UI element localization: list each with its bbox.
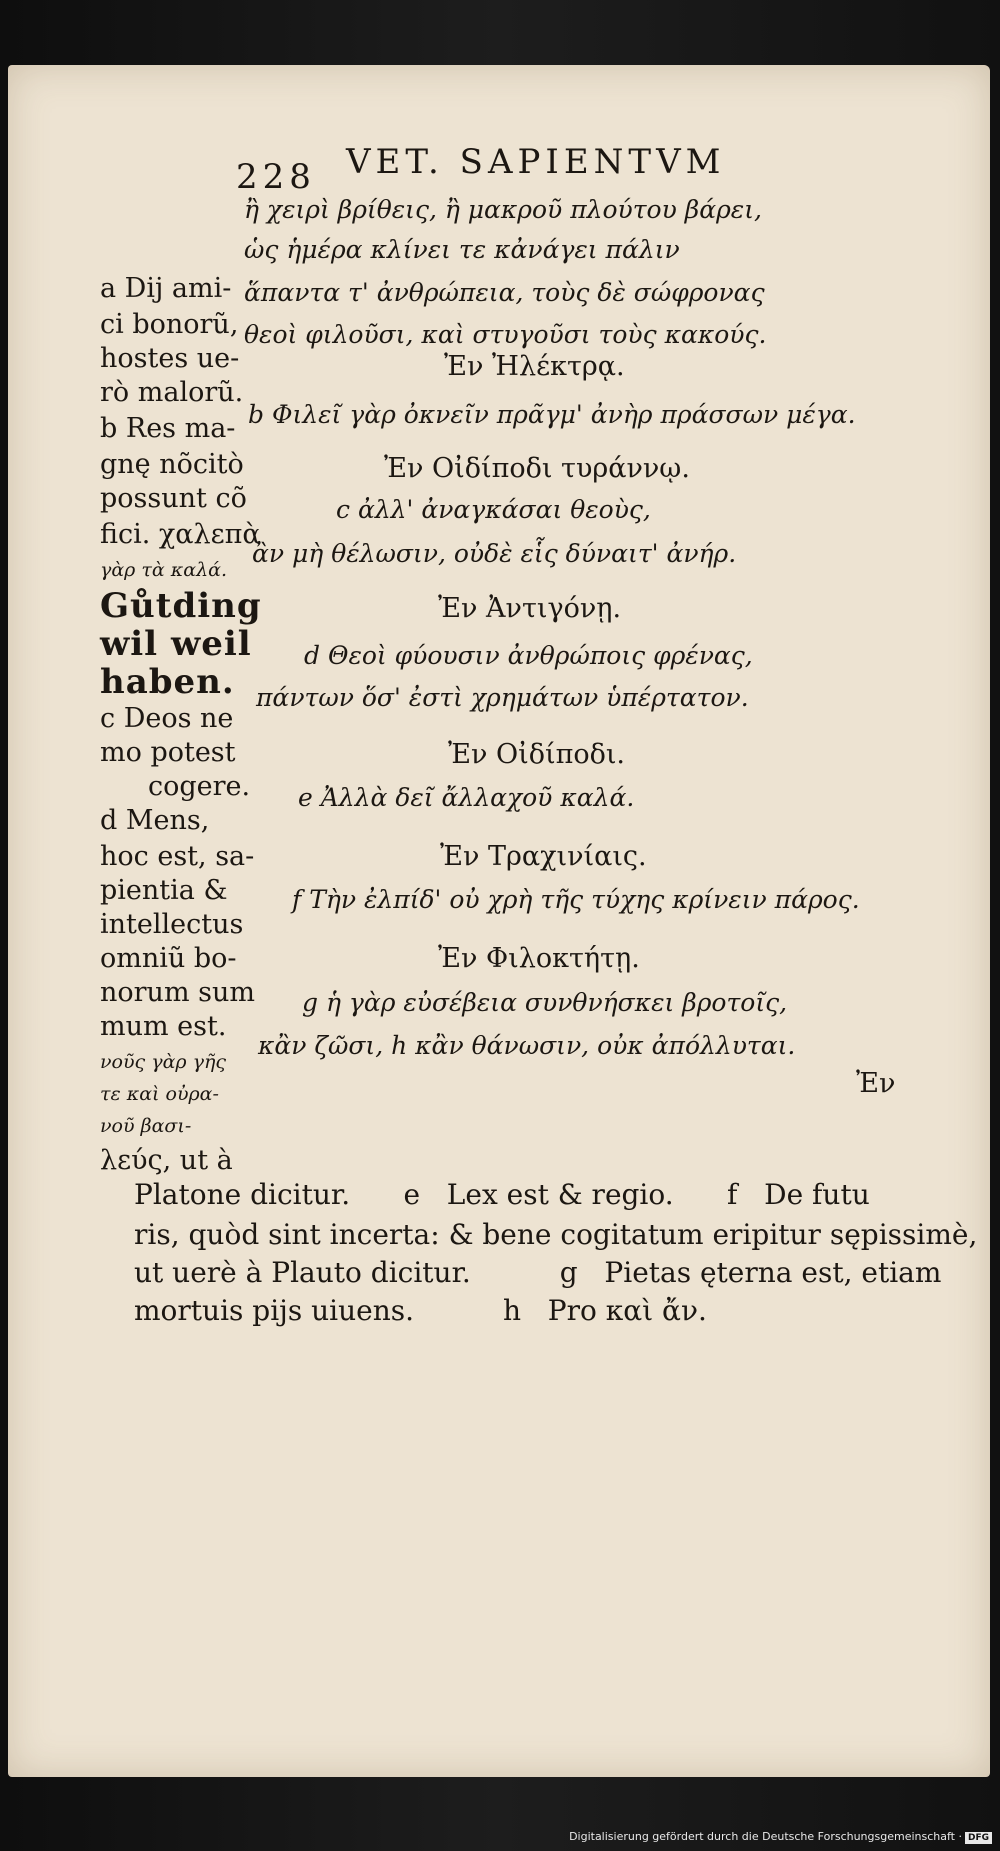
catchword: Ἐν	[856, 1068, 896, 1099]
text-line: g ἡ γὰρ εὐσέβεια συνθνήσκει βροτοῖς,	[302, 988, 788, 1017]
margin-line-german: haben.	[100, 662, 235, 702]
margin-line: cogere.	[148, 771, 251, 802]
margin-line: d Mens,	[100, 805, 210, 836]
text-line: πάντων ὅσ' ἐστὶ χρημάτων ὑπέρτατον.	[256, 683, 749, 712]
margin-line: intellectus	[100, 909, 244, 940]
text-line: ἅπαντα τ' ἀνθρώπεια, τοὺς δὲ σώφρονας	[244, 278, 765, 307]
dfg-logo: DFG	[965, 1832, 992, 1844]
section-heading: Ἐν Ἀντιγόνῃ.	[438, 593, 622, 624]
text-line: ὡς ἡμέρα κλίνει τε κἀνάγει πάλιν	[244, 235, 680, 264]
margin-line: norum sum	[100, 977, 255, 1008]
margin-line: fici. χαλεπὰ	[100, 519, 261, 550]
text-line: c ἀλλ' ἀναγκάσαι θεοὺς,	[336, 495, 651, 524]
margin-line: b Res ma-	[100, 413, 236, 444]
margin-line: possunt cõ	[100, 483, 247, 514]
section-heading: Ἐν Οἰδίποδι.	[448, 739, 626, 770]
section-heading: Ἐν Τραχινίαις.	[440, 841, 647, 872]
margin-line: mo potest	[100, 737, 236, 768]
book-page	[8, 65, 990, 1777]
footnote-line: mortuis pijs uiuens. h Pro καὶ ἄν.	[134, 1294, 707, 1327]
footnote-line: ut uerè à Plauto dicitur. g Pietas ęterna est, etiam	[134, 1256, 942, 1289]
margin-line: νοῦς γὰρ γῆς	[100, 1051, 226, 1073]
text-line: d Θεοὶ φύουσιν ἀνθρώποις φρένας,	[304, 641, 753, 670]
text-line: θεοὶ φιλοῦσι, καὶ στυγοῦσι τοὺς κακούς.	[244, 320, 767, 349]
margin-line: νοῦ βασι-	[100, 1115, 192, 1137]
section-heading: Ἐν Φιλοκτήτῃ.	[438, 943, 640, 974]
margin-line: mum est.	[100, 1011, 227, 1042]
margin-line: hoc est, sa-	[100, 841, 255, 872]
margin-line: λεύς, ut à	[100, 1145, 233, 1176]
text-line: ἢ χειρὶ βρίθεις, ἢ μακροῦ πλούτου βάρει,	[244, 195, 762, 224]
margin-line: c Deos ne	[100, 703, 234, 734]
footnote-line: Platone dicitur. e Lex est & regio. f De futu	[134, 1178, 870, 1211]
margin-line: ci bonorũ,	[100, 309, 239, 340]
running-title: VET. SAPIENTVM	[346, 142, 726, 182]
text-line: f Τὴν ἐλπίδ' οὐ χρὴ τῆς τύχης κρίνειν πάρος.	[292, 885, 860, 914]
text-line: ἂν μὴ θέλωσιν, οὐδὲ εἷς δύναιτ' ἀνήρ.	[252, 539, 737, 568]
margin-line: pientia &	[100, 875, 228, 906]
page-number: 228	[236, 157, 316, 197]
margin-line-german: wil weil	[100, 624, 252, 664]
footnote-line: ris, quòd sint incerta: & bene cogitatum eripitur sępissimè,	[134, 1218, 978, 1251]
margin-line: hostes ue-	[100, 343, 240, 374]
section-heading: Ἐν Ἠλέκτρᾳ.	[444, 351, 625, 382]
margin-line: omniũ bo-	[100, 943, 237, 974]
margin-line: rò malorũ.	[100, 377, 244, 408]
section-heading: Ἐν Οἰδίποδι τυράννῳ.	[384, 453, 690, 484]
credit-text: Digitalisierung gefördert durch die Deutsche Forschungsgemeinschaft ·	[569, 1830, 962, 1843]
margin-line: τε καὶ οὐρα-	[100, 1083, 219, 1105]
margin-line: γὰρ τὰ καλά.	[100, 559, 227, 581]
margin-line: a Dij ami-	[100, 273, 232, 304]
text-line: κἂν ζῶσι, h κἂν θάνωσιν, οὐκ ἀπόλλυται.	[258, 1031, 796, 1060]
text-line: e Ἀλλὰ δεῖ ἄλλαχοῦ καλά.	[298, 783, 635, 812]
text-line: b Φιλεῖ γὰρ ὀκνεῖν πρᾶγμ' ἀνὴρ πράσσων μέγα.	[248, 400, 856, 429]
margin-line: gnę nõcitò	[100, 449, 244, 480]
digitization-credit	[569, 1830, 992, 1844]
margin-line-german: Gůtding	[100, 586, 262, 626]
